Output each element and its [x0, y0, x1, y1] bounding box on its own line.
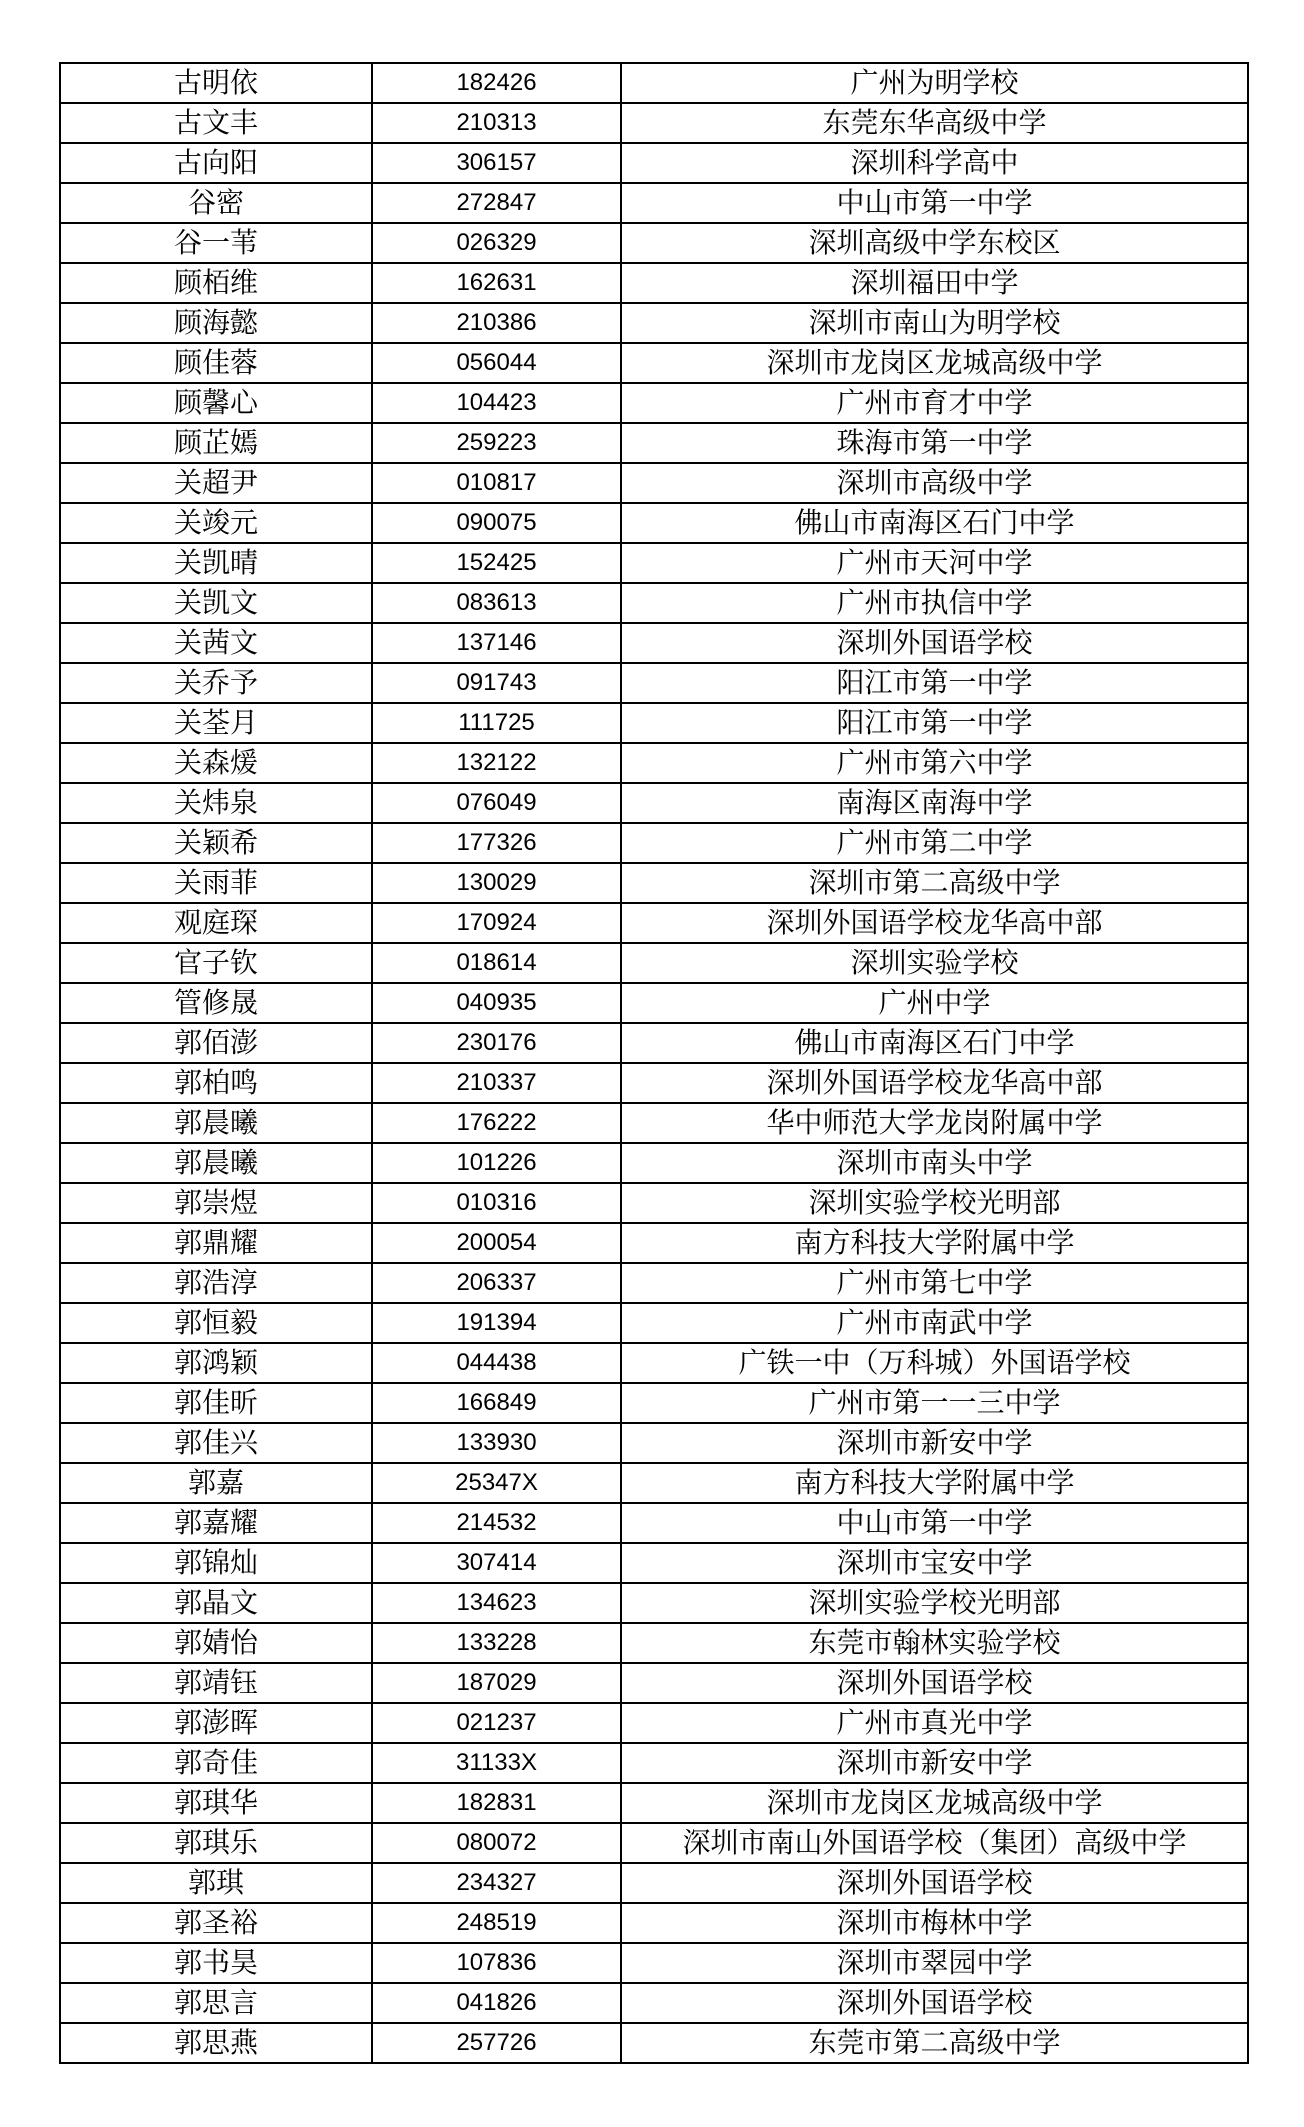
school-name-cell: 广州中学: [621, 983, 1248, 1023]
student-name-cell: 顾佳蓉: [60, 343, 372, 383]
table-row: [60, 743, 1248, 783]
school-name-cell: 深圳市梅林中学: [621, 1903, 1248, 1943]
student-id-cell: 026329: [372, 223, 621, 263]
student-name-cell: 郭琪乐: [60, 1823, 372, 1863]
school-name-cell: 阳江市第一中学: [621, 703, 1248, 743]
school-name-cell: 广州市第一一三中学: [621, 1383, 1248, 1423]
school-name-cell: 华中师范大学龙岗附属中学: [621, 1103, 1248, 1143]
school-name-cell: 佛山市南海区石门中学: [621, 1023, 1248, 1063]
student-name-cell: 郭书昊: [60, 1943, 372, 1983]
student-id-cell: 107836: [372, 1943, 621, 1983]
student-name-cell: 郭婧怡: [60, 1623, 372, 1663]
student-name-cell: 古向阳: [60, 143, 372, 183]
student-name-cell: 郭澎晖: [60, 1703, 372, 1743]
student-name-cell: 官子钦: [60, 943, 372, 983]
school-name-cell: 深圳实验学校光明部: [621, 1583, 1248, 1623]
school-name-cell: 深圳市南头中学: [621, 1143, 1248, 1183]
student-id-cell: 090075: [372, 503, 621, 543]
student-name-cell: 郭奇佳: [60, 1743, 372, 1783]
student-name-cell: 关炜泉: [60, 783, 372, 823]
student-id-cell: 177326: [372, 823, 621, 863]
student-id-cell: 111725: [372, 703, 621, 743]
school-name-cell: 东莞市第二高级中学: [621, 2023, 1248, 2063]
table-row: [60, 1183, 1248, 1223]
student-id-cell: 272847: [372, 183, 621, 223]
school-name-cell: 南方科技大学附属中学: [621, 1223, 1248, 1263]
school-name-cell: 中山市第一中学: [621, 1503, 1248, 1543]
table-row: [60, 663, 1248, 703]
student-id-cell: 230176: [372, 1023, 621, 1063]
table-row: [60, 2023, 1248, 2063]
student-id-cell: 133930: [372, 1423, 621, 1463]
table-row: [60, 1983, 1248, 2023]
table-row: [60, 983, 1248, 1023]
student-name-cell: 关森煖: [60, 743, 372, 783]
school-name-cell: 佛山市南海区石门中学: [621, 503, 1248, 543]
school-name-cell: 深圳市龙岗区龙城高级中学: [621, 1783, 1248, 1823]
school-name-cell: 深圳外国语学校: [621, 623, 1248, 663]
table-row: [60, 263, 1248, 303]
student-id-cell: 191394: [372, 1303, 621, 1343]
table-row: [60, 1543, 1248, 1583]
school-name-cell: 深圳外国语学校龙华高中部: [621, 903, 1248, 943]
student-id-cell: 101226: [372, 1143, 621, 1183]
table-row: [60, 303, 1248, 343]
student-name-cell: 顾栢维: [60, 263, 372, 303]
table-row: [60, 343, 1248, 383]
student-name-cell: 关茜文: [60, 623, 372, 663]
student-id-cell: 206337: [372, 1263, 621, 1303]
school-name-cell: 深圳外国语学校: [621, 1863, 1248, 1903]
school-name-cell: 广州市真光中学: [621, 1703, 1248, 1743]
table-row: [60, 1223, 1248, 1263]
school-name-cell: 深圳市龙岗区龙城高级中学: [621, 343, 1248, 383]
student-name-cell: 关荃月: [60, 703, 372, 743]
school-name-cell: 广州市第七中学: [621, 1263, 1248, 1303]
student-id-cell: 166849: [372, 1383, 621, 1423]
table-row: [60, 1383, 1248, 1423]
table-row: [60, 183, 1248, 223]
student-id-cell: 040935: [372, 983, 621, 1023]
student-id-cell: 083613: [372, 583, 621, 623]
student-name-cell: 郭佳兴: [60, 1423, 372, 1463]
table-row: [60, 1263, 1248, 1303]
student-name-cell: 郭佳昕: [60, 1383, 372, 1423]
school-name-cell: 东莞东华高级中学: [621, 103, 1248, 143]
table-row: [60, 1103, 1248, 1143]
school-name-cell: 深圳市南山外国语学校（集团）高级中学: [621, 1823, 1248, 1863]
student-name-cell: 郭嘉: [60, 1463, 372, 1503]
student-id-cell: 133228: [372, 1623, 621, 1663]
table-row: [60, 783, 1248, 823]
school-name-cell: 广州市天河中学: [621, 543, 1248, 583]
school-name-cell: 广州市第六中学: [621, 743, 1248, 783]
student-id-cell: 162631: [372, 263, 621, 303]
student-name-cell: 郭琪华: [60, 1783, 372, 1823]
table-row: [60, 1463, 1248, 1503]
school-name-cell: 深圳福田中学: [621, 263, 1248, 303]
student-name-cell: 古文丰: [60, 103, 372, 143]
school-name-cell: 深圳外国语学校: [621, 1983, 1248, 2023]
student-id-cell: 210386: [372, 303, 621, 343]
table-row: [60, 1663, 1248, 1703]
student-name-cell: 郭靖钰: [60, 1663, 372, 1703]
school-name-cell: 深圳市新安中学: [621, 1423, 1248, 1463]
student-name-cell: 郭鼎耀: [60, 1223, 372, 1263]
student-id-cell: 130029: [372, 863, 621, 903]
student-id-cell: 134623: [372, 1583, 621, 1623]
student-id-cell: 259223: [372, 423, 621, 463]
table-row: [60, 1343, 1248, 1383]
school-name-cell: 珠海市第一中学: [621, 423, 1248, 463]
school-name-cell: 深圳市新安中学: [621, 1743, 1248, 1783]
table-row: [60, 1703, 1248, 1743]
school-name-cell: 广州市南武中学: [621, 1303, 1248, 1343]
school-name-cell: 深圳市翠园中学: [621, 1943, 1248, 1983]
table-row: [60, 1503, 1248, 1543]
student-id-cell: 132122: [372, 743, 621, 783]
student-id-cell: 018614: [372, 943, 621, 983]
student-name-cell: 郭柏鸣: [60, 1063, 372, 1103]
table-row: [60, 383, 1248, 423]
table-row: [60, 903, 1248, 943]
school-name-cell: 广州市执信中学: [621, 583, 1248, 623]
student-name-cell: 顾海懿: [60, 303, 372, 343]
student-id-cell: 214532: [372, 1503, 621, 1543]
table-row: [60, 103, 1248, 143]
student-id-cell: 307414: [372, 1543, 621, 1583]
table-row: [60, 1943, 1248, 1983]
student-id-cell: 010316: [372, 1183, 621, 1223]
student-name-cell: 关凯文: [60, 583, 372, 623]
table-row: [60, 863, 1248, 903]
table-row: [60, 1143, 1248, 1183]
table-row: [60, 543, 1248, 583]
student-id-cell: 210313: [372, 103, 621, 143]
school-name-cell: 阳江市第一中学: [621, 663, 1248, 703]
student-id-cell: 234327: [372, 1863, 621, 1903]
table-row: [60, 703, 1248, 743]
student-name-cell: 郭思言: [60, 1983, 372, 2023]
table-row: [60, 1583, 1248, 1623]
table-row: [60, 1303, 1248, 1343]
school-name-cell: 南方科技大学附属中学: [621, 1463, 1248, 1503]
student-name-cell: 郭思燕: [60, 2023, 372, 2063]
student-name-cell: 观庭琛: [60, 903, 372, 943]
student-id-cell: 182426: [372, 63, 621, 103]
school-name-cell: 深圳科学高中: [621, 143, 1248, 183]
school-name-cell: 深圳高级中学东校区: [621, 223, 1248, 263]
table-row: [60, 1063, 1248, 1103]
school-name-cell: 深圳市高级中学: [621, 463, 1248, 503]
student-name-cell: 郭晨曦: [60, 1103, 372, 1143]
student-name-cell: 管修晟: [60, 983, 372, 1023]
school-name-cell: 广州市第二中学: [621, 823, 1248, 863]
school-name-cell: 深圳市南山为明学校: [621, 303, 1248, 343]
table-row: [60, 1903, 1248, 1943]
school-name-cell: 深圳外国语学校: [621, 1663, 1248, 1703]
school-name-cell: 广州市育才中学: [621, 383, 1248, 423]
student-id-cell: 056044: [372, 343, 621, 383]
student-id-cell: 200054: [372, 1223, 621, 1263]
student-id-cell: 176222: [372, 1103, 621, 1143]
student-id-cell: 104423: [372, 383, 621, 423]
table-row: [60, 1423, 1248, 1463]
student-name-cell: 郭嘉耀: [60, 1503, 372, 1543]
table-row: [60, 1623, 1248, 1663]
table-row: [60, 943, 1248, 983]
school-name-cell: 广铁一中（万科城）外国语学校: [621, 1343, 1248, 1383]
student-name-cell: 郭圣裕: [60, 1903, 372, 1943]
table-row: [60, 1023, 1248, 1063]
student-id-cell: 187029: [372, 1663, 621, 1703]
school-name-cell: 深圳市宝安中学: [621, 1543, 1248, 1583]
student-name-cell: 关颖希: [60, 823, 372, 863]
student-name-cell: 郭佰澎: [60, 1023, 372, 1063]
school-name-cell: 中山市第一中学: [621, 183, 1248, 223]
student-id-cell: 080072: [372, 1823, 621, 1863]
student-id-cell: 182831: [372, 1783, 621, 1823]
school-name-cell: 深圳实验学校: [621, 943, 1248, 983]
student-name-cell: 关乔予: [60, 663, 372, 703]
student-name-cell: 郭琪: [60, 1863, 372, 1903]
student-name-cell: 关超尹: [60, 463, 372, 503]
student-id-cell: 044438: [372, 1343, 621, 1383]
student-name-cell: 关竣元: [60, 503, 372, 543]
student-name-cell: 郭浩淳: [60, 1263, 372, 1303]
roster-body: [60, 63, 1248, 2063]
student-name-cell: 郭晨曦: [60, 1143, 372, 1183]
table-row: [60, 223, 1248, 263]
table-row: [60, 143, 1248, 183]
student-id-cell: 248519: [372, 1903, 621, 1943]
student-id-cell: 152425: [372, 543, 621, 583]
student-id-cell: 210337: [372, 1063, 621, 1103]
table-row: [60, 423, 1248, 463]
student-id-cell: 306157: [372, 143, 621, 183]
student-id-cell: 041826: [372, 1983, 621, 2023]
student-name-cell: 郭恒毅: [60, 1303, 372, 1343]
student-id-cell: 091743: [372, 663, 621, 703]
table-row: [60, 1823, 1248, 1863]
student-name-cell: 谷一苇: [60, 223, 372, 263]
table-row: [60, 503, 1248, 543]
student-name-cell: 关凯晴: [60, 543, 372, 583]
student-name-cell: 古明依: [60, 63, 372, 103]
student-id-cell: 170924: [372, 903, 621, 943]
school-name-cell: 东莞市翰林实验学校: [621, 1623, 1248, 1663]
school-name-cell: 深圳外国语学校龙华高中部: [621, 1063, 1248, 1103]
student-id-cell: 010817: [372, 463, 621, 503]
table-row: [60, 1783, 1248, 1823]
table-row: [60, 1743, 1248, 1783]
table-row: [60, 1863, 1248, 1903]
student-id-cell: 257726: [372, 2023, 621, 2063]
student-id-cell: 021237: [372, 1703, 621, 1743]
student-name-cell: 郭锦灿: [60, 1543, 372, 1583]
roster-table: [59, 62, 1249, 2064]
table-row: [60, 583, 1248, 623]
student-id-cell: 076049: [372, 783, 621, 823]
student-name-cell: 顾芷嫣: [60, 423, 372, 463]
student-id-cell: 25347X: [372, 1463, 621, 1503]
student-name-cell: 谷密: [60, 183, 372, 223]
table-row: [60, 63, 1248, 103]
school-name-cell: 南海区南海中学: [621, 783, 1248, 823]
student-name-cell: 郭晶文: [60, 1583, 372, 1623]
school-name-cell: 深圳实验学校光明部: [621, 1183, 1248, 1223]
school-name-cell: 深圳市第二高级中学: [621, 863, 1248, 903]
table-row: [60, 823, 1248, 863]
student-name-cell: 郭崇煜: [60, 1183, 372, 1223]
school-name-cell: 广州为明学校: [621, 63, 1248, 103]
student-name-cell: 关雨菲: [60, 863, 372, 903]
table-row: [60, 623, 1248, 663]
student-name-cell: 顾馨心: [60, 383, 372, 423]
student-id-cell: 31133X: [372, 1743, 621, 1783]
table-row: [60, 463, 1248, 503]
student-id-cell: 137146: [372, 623, 621, 663]
student-name-cell: 郭鸿颖: [60, 1343, 372, 1383]
